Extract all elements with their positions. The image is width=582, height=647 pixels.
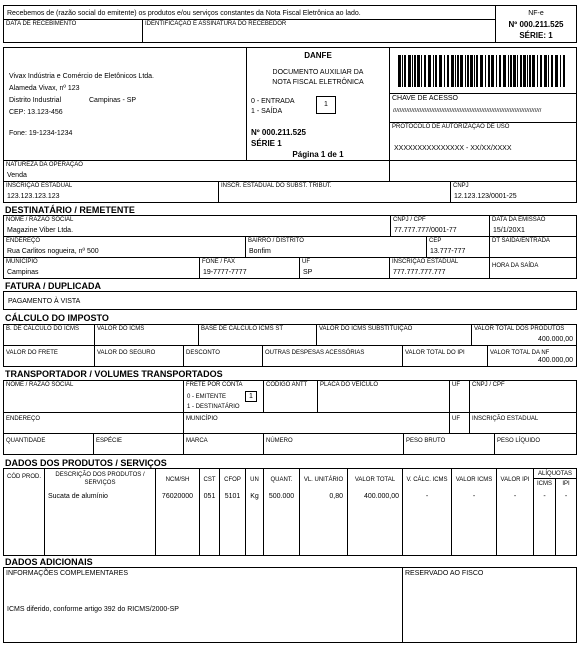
protocol-box [389,122,577,161]
emitter-box [3,47,247,161]
emitter-cnpj-label: CNPJ [453,183,469,189]
products-total-label: VALOR TOTAL DOS PRODUTOS [474,326,565,332]
carrier-uf2-field [449,412,470,434]
barcode-bar [465,55,466,87]
col-icms [451,468,497,556]
barcode-bar [417,55,420,87]
recipient-phone-value: 19-7777-7777 [203,269,247,276]
barcode-bar [404,55,406,87]
recipient-name-value: Magazine Viber Ltda. [7,227,74,234]
row-total: 400.000,00 [363,493,399,500]
barcode-bar [447,55,449,87]
barcode-bar [424,55,426,87]
transport-section-title: TRANSPORTADOR / VOLUMES TRANSPORTADOS [5,369,223,379]
products-section-title: DADOS DOS PRODUTOS / SERVIÇOS [5,458,167,468]
barcode-bar [537,55,538,87]
other-expenses-field [262,345,403,367]
emitter-city: Campinas - SP [89,97,137,104]
barcode-bar [496,55,497,87]
emitter-ie-st-label: INSCR. ESTADUAL DO SUBST. TRIBUT. [221,183,332,189]
carrier-uf-label: UF [452,382,460,388]
col-desc [44,468,156,556]
protocol-label: PROTOCOLO DE AUTORIZAÇÃO DE USO [392,124,510,130]
invoice-section-title: FATURA / DUPLICADA [5,281,101,291]
tax-section-title: CÁLCULO DO IMPOSTO [5,313,109,323]
insurance-label: VALOR DO SEGURO [97,350,156,356]
header-total: VALOR TOTAL [354,477,396,483]
barcode-bar [439,55,442,87]
icms-st-base-field [198,324,317,346]
carrier-city-field [183,412,450,434]
barcode-bar [433,55,434,87]
products-total-field [471,324,577,346]
ipi-total-field [402,345,488,367]
recipient-address-value: Rua Carlitos nogueira, nº 500 [7,248,99,255]
gross-weight-field [403,433,495,455]
barcode-bar [451,55,454,87]
recipient-section-title: DESTINATÁRIO / REMETENTE [5,205,135,215]
danfe-series: SÉRIE 1 [251,139,282,148]
barcode-bar [467,55,469,87]
barcode-bar [412,55,413,87]
header-unit-price: VL. UNITÁRIO [303,477,344,483]
header-cst: CST [203,477,216,483]
recipient-phone-field [199,257,300,279]
icms-base-field [3,324,95,346]
icms-st-base-label: BASE DE CÁLCULO ICMS ST [201,326,284,332]
danfe-subtitle-1: DOCUMENTO AUXILIAR DA [272,69,364,76]
reserved-fisco-label: RESERVADO AO FISCO [405,570,484,577]
col-ncm [155,468,200,556]
barcode-bar [544,55,547,87]
barcode-bar [476,55,478,87]
operation-type-box: 1 [316,96,336,114]
barcode-bar [435,55,437,87]
insurance-field [94,345,184,367]
emitter-phone: Fone: 19-1234-1234 [9,130,73,137]
danfe-subtitle-2: NOTA FISCAL ELETRÔNICA [272,79,364,86]
carrier-cnpj-field [469,380,577,413]
barcode-bar [455,55,456,87]
carrier-address-label: ENDEREÇO [6,416,41,422]
access-key-label: CHAVE DE ACESSO [392,95,459,102]
barcode-bar [480,55,483,87]
barcode-bar [470,55,473,87]
freight-payer-value: 1 [245,391,257,402]
row-cst: 051 [203,493,216,500]
nfe-label: NF-e [528,10,544,17]
vehicle-plate-label: PLACA DO VEÍCULO [320,382,379,388]
carrier-address-field [3,412,184,434]
barcode-bar [499,55,501,87]
recipient-signature-field[interactable] [142,19,496,43]
recipient-name-field [3,215,391,237]
col-total [347,468,403,556]
carrier-cnpj-label: CNPJ / CPF [472,382,505,388]
col-ipi [496,468,534,556]
row-icms: - [472,493,476,500]
recipient-district-label: BAIRRO / DISTRITO [248,238,304,244]
header-un: UN [250,477,259,483]
barcode-bar [488,55,490,87]
row-rate-icms: - [543,493,546,500]
exit-time-label: HORA DA SAÍDA [492,263,539,269]
emission-date-value: 15/1/20X1 [493,227,525,234]
canhoto-number: Nº 000.211.525 [508,20,564,29]
icms-value-label: VALOR DO ICMS [97,326,145,332]
recipient-district-value: Bonfim [249,248,271,255]
recipient-cep-value: 13.777-777 [430,248,466,255]
barcode-bar [560,55,561,87]
header-rate-ipi: IPI [562,481,570,487]
header-ncm: NCM/SH [165,477,190,483]
emitter-ie-value: 123.123.123.123 [7,193,60,200]
recipient-district-field [245,236,427,258]
barcode-bar [527,55,528,87]
carrier-ie-label: INSCRIÇÃO ESTADUAL [472,416,539,422]
access-key-value: ///////////////////////////////////////////////////////////////////////////////////////// [393,108,542,114]
barcode-bar [513,55,516,87]
barcode-bar [548,55,549,87]
recipient-ie-value: 777.777.777.777 [393,269,446,276]
barcode-bar [428,55,431,87]
recipient-city-label: MUNICÍPIO [6,259,38,265]
recipient-address-label: ENDEREÇO [6,238,41,244]
emitter-district: Distrito Industrial [9,97,62,104]
emitter-ie-field [3,181,219,203]
icms-value-field [94,324,199,346]
emitter-cep: CEP: 13.123-456 [9,109,63,116]
row-un: Kg [250,493,259,500]
icms-base-label: B. DE CÁLCULO DO ICMS [6,326,80,332]
complementary-info-text: ICMS diferido, conforme artigo 392 do RICMS/2000-SP [7,606,179,613]
canhoto-number-box [495,5,577,43]
barcode-bar [529,55,531,87]
danfe-box [246,47,390,161]
danfe-page: Página 1 de 1 [292,150,344,159]
barcode-box [389,47,577,94]
emission-date-field [489,215,577,237]
row-qty: 500.000 [268,493,295,500]
additional-section-title: DADOS ADICIONAIS [5,557,93,567]
icms-st-value-field [316,324,472,346]
col-cfop [219,468,246,556]
vehicle-plate-field [317,380,450,413]
header-qty: QUANT. [270,477,293,483]
received-notice-box [3,5,496,20]
operation-blank-field [389,160,577,182]
carrier-uf2-label: UF [452,416,460,422]
barcode-bar [503,55,506,87]
emitter-name: Vivax Indústria e Comércio de Eletônicos Ltda. [9,73,155,80]
header-icms-base: V. CÁLC. ICMS [406,477,448,483]
nf-total-value: 400.000,00 [537,357,573,364]
recipient-cnpj-value: 77.777.777/0001-77 [394,227,457,234]
net-weight-field [494,433,577,455]
entry-option: 0 - ENTRADA [251,98,295,105]
recipient-phone-label: FONE / FAX [202,259,236,265]
row-desc: Sucata de alumínio [48,493,108,500]
complementary-info-field [3,567,403,643]
header-cfop: CFOP [224,477,241,483]
recipient-city-value: Campinas [7,269,39,276]
complementary-info-label: INFORMAÇÕES COMPLEMENTARES [6,570,128,577]
operation-nature-label: NATUREZA DA OPERAÇÃO [6,162,83,168]
barcode-bar [520,55,522,87]
emitter-ie-st-field [218,181,451,203]
operation-nature-field [3,160,390,182]
barcode-bar [474,55,475,87]
danfe-title: DANFE [304,51,332,60]
col-icms-base [402,468,452,556]
exit-date-label: DT SAÍDA/ENTRADA [492,238,550,244]
recipient-name-label: NOME / RAZÃO SOCIAL [6,217,74,223]
row-rate-ipi: - [564,493,568,500]
volume-species-label: ESPÉCIE [96,438,123,444]
barcode-bar [532,55,535,87]
barcode-bar [460,55,463,87]
col-code [3,468,45,556]
col-rate-ipi [555,478,577,556]
discount-label: DESCONTO [186,350,220,356]
emitter-cnpj-field [450,181,577,203]
barcode-bar [523,55,526,87]
barcode-bar [508,55,509,87]
recipient-address-field [3,236,246,258]
recipient-city-field [3,257,200,279]
col-cst [199,468,220,556]
danfe-number: Nº 000.211.525 [251,128,306,137]
col-qty [263,468,300,556]
emitter-address: Alameda Vivax, nº 123 [9,85,80,92]
exit-time-field [489,257,577,279]
volume-number-label: NÚMERO [266,438,293,444]
row-ncm: 76020000 [161,493,194,500]
carrier-ie-field [469,412,577,434]
ipi-total-label: VALOR TOTAL DO IPI [405,350,465,356]
recipient-cnpj-label: CNPJ / CPF [393,217,426,223]
barcode-bar [563,55,565,87]
freight-label: VALOR DO FRETE [6,350,58,356]
access-key-box [389,93,577,123]
nf-total-field [487,345,577,367]
recipient-cep-field [426,236,490,258]
row-icms-base: - [425,493,429,500]
protocol-value: XXXXXXXXXXXXXXX - XX/XX/XXXX [394,145,512,152]
carrier-city-label: MUNICÍPIO [186,416,218,422]
barcode-bar [510,55,512,87]
emitter-cnpj-value: 12.123.123/0001-25 [454,193,517,200]
recipient-uf-field [299,257,390,279]
col-un [245,468,264,556]
other-expenses-label: OUTRAS DESPESAS ACESSÓRIAS [265,350,365,356]
barcode-image [398,55,568,87]
carrier-uf-field [449,380,470,413]
recipient-uf-label: UF [302,259,310,265]
barcode-bar [555,55,558,87]
emitter-ie-label: INSCRIÇÃO ESTADUAL [6,183,73,189]
invoice-field [3,291,577,310]
row-cfop: 5101 [224,493,241,500]
barcode-bar [540,55,542,87]
freight-payer-label: FRETE POR CONTA [186,382,243,388]
recipient-ie-field [389,257,490,279]
header-code: CÓD PROD. [6,474,41,480]
operation-nature-value: Venda [7,172,27,179]
volume-brand-label: MARCA [186,438,208,444]
carrier-name-field [3,380,184,413]
gross-weight-label: PESO BRUTO [406,438,446,444]
canhoto-series: SÉRIE: 1 [519,31,553,40]
exit-date-field [489,236,577,258]
barcode-bar [398,55,401,87]
signature-label: IDENTIFICAÇÃO E ASSINATURA DO RECEBEDOR [145,21,287,27]
freight-payer-field [183,380,264,413]
col-rate-icms [533,478,556,556]
volume-species-field [93,433,184,455]
recipient-uf-value: SP [303,269,313,276]
received-date-field[interactable] [3,19,143,43]
received-date-label: DATA DE RECEBIMENTO [6,21,77,27]
barcode-bar [444,55,445,87]
barcode-bar [517,55,518,87]
freight-payer-option-1: 1 - DESTINATÁRIO [187,404,240,410]
row-unit-price: 0,80 [329,493,343,500]
barcode-bar [485,55,486,87]
carrier-name-label: NOME / RAZÃO SOCIAL [6,382,74,388]
barcode-bar [421,55,422,87]
barcode-bar [414,55,416,87]
barcode-bar [551,55,553,87]
icms-st-value-label: VALOR DO ICMS SUBSTITUIÇÃO [319,326,413,332]
net-weight-label: PESO LÍQUIDO [497,438,541,444]
barcode-bar [402,55,403,87]
freight-field [3,345,95,367]
barcode-bar [408,55,411,87]
volume-quantity-label: QUANTIDADE [6,438,46,444]
volume-number-field [263,433,404,455]
products-total-value: 400.000,00 [537,336,573,343]
discount-field [183,345,263,367]
header-icms: VALOR ICMS [455,477,493,483]
volume-brand-field [183,433,264,455]
reserved-fisco-field [402,567,577,643]
header-rates: ALÍQUOTAS [538,471,572,477]
recipient-ie-label: INSCRIÇÃO ESTADUAL [392,259,459,265]
col-unit-price [299,468,348,556]
recipient-cep-label: CEP [429,238,442,244]
antt-code-field [263,380,318,413]
header-desc: DESCRIÇÃO DOS PRODUTOS / SERVIÇOS [55,472,145,486]
volume-quantity-field [3,433,94,455]
antt-code-label: CÓDIGO ANTT [266,382,308,388]
invoice-value: PAGAMENTO À VISTA [8,298,81,305]
row-ipi: - [513,493,517,500]
freight-payer-option-0: 0 - EMITENTE [187,394,227,400]
nf-total-label: VALOR TOTAL DA NF [490,350,550,356]
received-notice-text: Recebemos de (razão social do emitente) os produtos e/ou serviços constantes da Nota Fiscal Eletrônica ao lado. [7,10,361,17]
barcode-bar [491,55,494,87]
header-rate-icms: ICMS [537,481,552,487]
recipient-cnpj-field [390,215,490,237]
exit-option: 1 - SAÍDA [251,108,283,115]
emission-date-label: DATA DA EMISSÃO [492,217,546,223]
header-ipi: VALOR IPI [500,477,530,483]
barcode-bar [457,55,459,87]
